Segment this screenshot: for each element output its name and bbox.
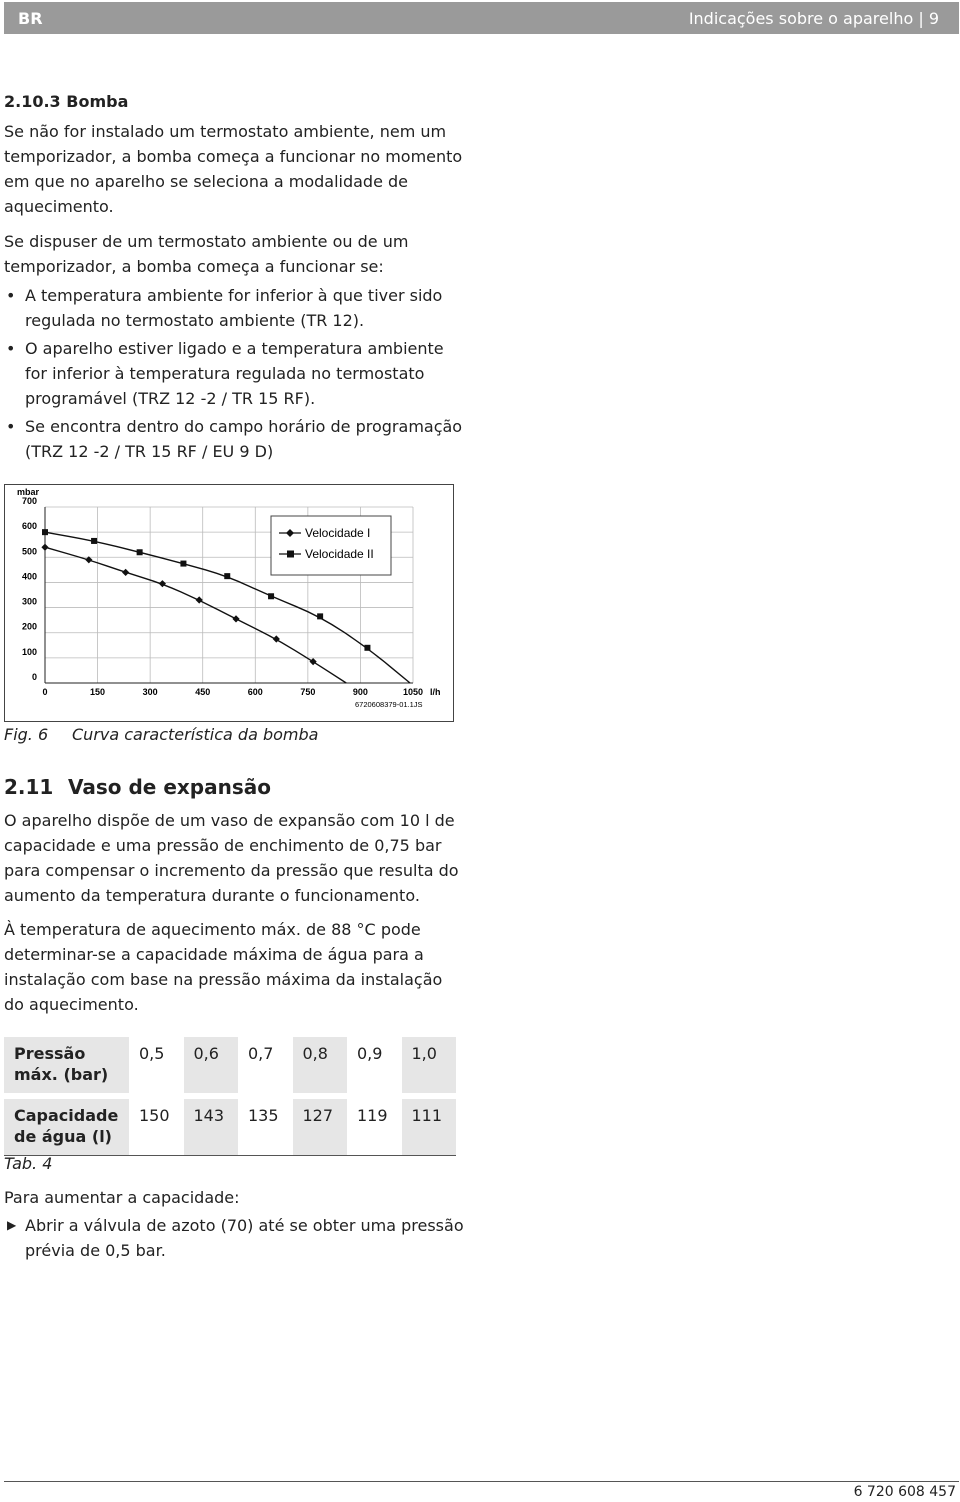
table-cell: 1,0: [402, 1037, 457, 1096]
data-point-square: [317, 613, 323, 619]
y-tick-label: 600: [21, 521, 37, 532]
legend-label: Velocidade I: [305, 526, 371, 540]
table-cell: 127: [293, 1096, 348, 1156]
list-item: [4, 414, 466, 464]
y-axis-label: mbar: [17, 487, 40, 497]
legend-box: [271, 516, 391, 575]
instruction-step-text: Abrir a válvula de azoto (70) até se obter uma pressão prévia de 0,5 bar.: [25, 1216, 464, 1260]
paragraph-bomba-1: Se não for instalado um termostato ambiente, nem um temporizador, a bomba começa a funcionar no momento em que no aparelho se seleciona a modalidade de aquecimento.: [4, 122, 463, 216]
data-point-square: [137, 549, 143, 555]
pump-curve-chart: [4, 484, 454, 722]
footer-divider: [4, 1481, 959, 1482]
table-cell: 111: [402, 1096, 457, 1156]
data-point-diamond: [196, 596, 203, 603]
legend-label: Velocidade II: [305, 547, 374, 561]
y-tick-label: 100: [21, 646, 37, 657]
x-tick-label: 600: [247, 687, 263, 697]
table-cell: 150: [129, 1096, 184, 1156]
data-point-square: [91, 538, 97, 544]
figure-caption: [4, 725, 318, 744]
paragraph-bomba-2: Se dispuser de um termostato ambiente ou de um temporizador, a bomba começa a funcionar se:: [4, 232, 409, 276]
table-cell: 0,8: [293, 1037, 348, 1096]
data-point-diamond: [122, 569, 129, 576]
list-item-text: O aparelho estiver ligado e a temperatura ambiente for inferior à temperatura regulada no termostato programável (TRZ 12 -2 / TR 15 RF).: [25, 339, 444, 408]
table-cell: 135: [238, 1096, 293, 1156]
data-point-diamond: [159, 580, 166, 587]
row-header-capacity: Capacidade de água (l): [4, 1096, 129, 1156]
figure-caption-text: Curva característica da bomba: [72, 725, 319, 744]
table-cell: 0,9: [347, 1037, 402, 1096]
y-tick-label: 400: [21, 571, 37, 582]
paragraph-vaso-1: O aparelho dispõe de um vaso de expansão com 10 l de capacidade e uma pressão de enchimento de 0,75 bar para compensar o incremento da pressão que resulta do aumento da temperatura durante o funcionamento.: [4, 811, 459, 905]
table-caption: Tab. 4: [4, 1154, 53, 1173]
table-cell: 119: [347, 1096, 402, 1156]
data-point-square: [180, 561, 186, 567]
bullet-icon: •: [6, 417, 16, 436]
header-country: BR: [18, 8, 43, 28]
data-point-diamond: [41, 544, 48, 551]
section-number: 2.11: [4, 775, 54, 799]
data-point-diamond: [232, 615, 239, 622]
list-item: [4, 283, 466, 333]
legend-marker-square: [287, 551, 294, 558]
document-number: 6 720 608 457: [853, 1484, 956, 1500]
bullet-icon: •: [6, 286, 16, 305]
y-tick-label: 0: [31, 672, 37, 682]
table-row: [4, 1037, 456, 1096]
instruction-step: [4, 1213, 466, 1263]
figure-number: Fig. 6: [4, 725, 49, 744]
instruction-intro: Para aumentar a capacidade:: [4, 1188, 240, 1207]
page-header: [4, 2, 959, 34]
bullet-icon: •: [6, 339, 16, 358]
x-tick-label: 900: [352, 687, 368, 697]
x-tick-label: 150: [90, 687, 106, 697]
y-tick-label: 200: [21, 621, 37, 632]
chart-svg: [5, 485, 453, 721]
y-tick-label: 700: [21, 496, 37, 506]
x-tick-label: 450: [195, 687, 211, 697]
paragraph-vaso-2: À temperatura de aquecimento máx. de 88 °C pode determinar-se a capacidade máxima de água para a instalação com base na pressão máxima da instalação do aquecimento.: [4, 920, 443, 1014]
table-row: [4, 1096, 456, 1156]
row-header-pressure: Pressão máx. (bar): [4, 1037, 129, 1096]
y-tick-label: 300: [21, 596, 37, 607]
header-section-title: Indicações sobre o aparelho | 9: [688, 8, 939, 28]
table-cell: 0,5: [129, 1037, 184, 1096]
data-point-square: [268, 593, 274, 599]
section-title-text: Vaso de expansão: [68, 775, 271, 799]
capacity-table: [4, 1037, 456, 1156]
y-tick-label: 500: [21, 546, 37, 557]
table-cell: 0,6: [184, 1037, 239, 1096]
list-item-text: A temperatura ambiente for inferior à que tiver sido regulada no termostato ambiente (TR 12).: [25, 286, 443, 330]
x-tick-label: 300: [142, 687, 158, 697]
bullet-list: [4, 283, 466, 467]
data-point-square: [224, 573, 230, 579]
data-point-square: [42, 529, 48, 535]
table-cell: 143: [184, 1096, 239, 1156]
section-title-bomba: 2.10.3 Bomba: [4, 92, 129, 111]
data-point-square: [364, 645, 370, 651]
section-title-vaso: [4, 775, 271, 799]
x-tick-label: 750: [300, 687, 316, 697]
list-item: [4, 336, 466, 411]
arrow-right-icon: ▶: [7, 1218, 17, 1232]
x-tick-label: 1050: [402, 687, 424, 697]
figure-code: 6720608379-01.1JS: [355, 700, 423, 709]
x-axis-label: l/h: [430, 687, 441, 697]
x-tick-label: 0: [42, 687, 48, 697]
table-cell: 0,7: [238, 1037, 293, 1096]
list-item-text: Se encontra dentro do campo horário de programação (TRZ 12 -2 / TR 15 RF / EU 9 D): [25, 417, 463, 461]
